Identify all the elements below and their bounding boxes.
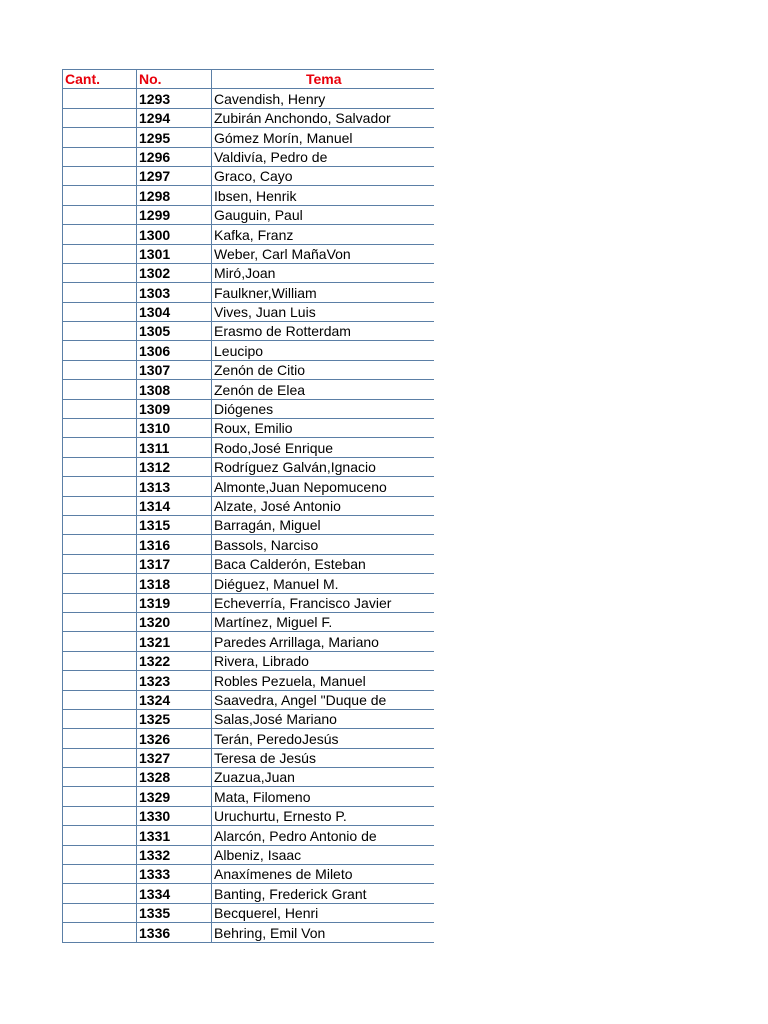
cell-tema[interactable]: Gauguin, Paul [212, 205, 434, 224]
cell-cant[interactable] [63, 709, 137, 728]
cell-no[interactable]: 1312 [137, 457, 212, 476]
cell-tema[interactable]: Bassols, Narciso [212, 535, 434, 554]
cell-cant[interactable] [63, 419, 137, 438]
cell-no[interactable]: 1310 [137, 419, 212, 438]
table-row [63, 845, 434, 864]
cell-tema[interactable]: Weber, Carl MañaVon [212, 244, 434, 263]
cell-tema[interactable]: Rodríguez Galván,Ignacio [212, 457, 434, 476]
cell-cant[interactable] [63, 884, 137, 903]
cell-cant[interactable] [63, 554, 137, 573]
cell-cant[interactable] [63, 496, 137, 515]
cell-tema[interactable]: Gómez Morín, Manuel [212, 128, 434, 147]
cell-no[interactable]: 1328 [137, 768, 212, 787]
cell-no[interactable]: 1309 [137, 399, 212, 418]
cell-no[interactable]: 1329 [137, 787, 212, 806]
cell-cant[interactable] [63, 360, 137, 379]
cell-cant[interactable] [63, 380, 137, 399]
cell-no[interactable]: 1322 [137, 651, 212, 670]
spreadsheet [62, 69, 434, 943]
cell-cant[interactable] [63, 515, 137, 534]
cell-tema[interactable]: Anaxímenes de Mileto [212, 865, 434, 884]
cell-tema[interactable]: Terán, PeredoJesús [212, 729, 434, 748]
table-row [63, 690, 434, 709]
cell-cant[interactable] [63, 205, 137, 224]
table-row [63, 574, 434, 593]
cell-no[interactable]: 1324 [137, 690, 212, 709]
cell-cant[interactable] [63, 632, 137, 651]
table-row [63, 671, 434, 690]
cell-tema[interactable]: Almonte,Juan Nepomuceno [212, 477, 434, 496]
cell-cant[interactable] [63, 108, 137, 127]
cell-tema[interactable]: Rodo,José Enrique [212, 438, 434, 457]
header-no: No. [137, 70, 212, 89]
cell-no[interactable]: 1317 [137, 554, 212, 573]
table-row [63, 806, 434, 825]
table-row [63, 612, 434, 631]
cell-tema[interactable]: Zenón de Elea [212, 380, 434, 399]
cell-tema[interactable]: Miró,Joan [212, 263, 434, 282]
cell-tema[interactable]: Teresa de Jesús [212, 748, 434, 767]
cell-cant[interactable] [63, 186, 137, 205]
cell-no[interactable]: 1299 [137, 205, 212, 224]
cell-tema[interactable]: Erasmo de Rotterdam [212, 322, 434, 341]
cell-tema[interactable]: Robles Pezuela, Manuel [212, 671, 434, 690]
header-row [63, 70, 434, 89]
cell-no[interactable]: 1331 [137, 826, 212, 845]
cell-no[interactable]: 1323 [137, 671, 212, 690]
header-cant: Cant. [63, 70, 137, 89]
table-row [63, 748, 434, 767]
cell-tema[interactable]: Albeniz, Isaac [212, 845, 434, 864]
cell-no[interactable]: 1326 [137, 729, 212, 748]
cell-tema[interactable]: Mata, Filomeno [212, 787, 434, 806]
cell-no[interactable]: 1313 [137, 477, 212, 496]
cell-tema[interactable]: Alzate, José Antonio [212, 496, 434, 515]
cell-cant[interactable] [63, 671, 137, 690]
table-row [63, 787, 434, 806]
table-row [63, 826, 434, 845]
cell-tema[interactable]: Behring, Emil Von [212, 923, 434, 942]
cell-cant[interactable] [63, 923, 137, 942]
cell-no[interactable]: 1318 [137, 574, 212, 593]
cell-cant[interactable] [63, 166, 137, 185]
table-row [63, 205, 434, 224]
table-row [63, 225, 434, 244]
cell-tema[interactable]: Zubirán Anchondo, Salvador [212, 108, 434, 127]
cell-cant[interactable] [63, 147, 137, 166]
cell-tema[interactable]: Martínez, Miguel F. [212, 612, 434, 631]
cell-cant[interactable] [63, 89, 137, 108]
cell-cant[interactable] [63, 865, 137, 884]
cell-tema[interactable]: Ibsen, Henrik [212, 186, 434, 205]
cell-no[interactable]: 1311 [137, 438, 212, 457]
table-row [63, 128, 434, 147]
table-row [63, 709, 434, 728]
cell-cant[interactable] [63, 903, 137, 922]
cell-tema[interactable]: Roux, Emilio [212, 419, 434, 438]
cell-tema[interactable]: Graco, Cayo [212, 166, 434, 185]
cell-tema[interactable]: Becquerel, Henri [212, 903, 434, 922]
cell-no[interactable]: 1301 [137, 244, 212, 263]
topics-table [62, 69, 434, 943]
cell-no[interactable]: 1307 [137, 360, 212, 379]
cell-tema[interactable]: Alarcón, Pedro Antonio de [212, 826, 434, 845]
cell-cant[interactable] [63, 729, 137, 748]
cell-cant[interactable] [63, 225, 137, 244]
table-row [63, 186, 434, 205]
cell-no[interactable]: 1327 [137, 748, 212, 767]
cell-no[interactable]: 1300 [137, 225, 212, 244]
table-row [63, 554, 434, 573]
cell-no[interactable]: 1305 [137, 322, 212, 341]
cell-cant[interactable] [63, 302, 137, 321]
cell-no[interactable]: 1333 [137, 865, 212, 884]
cell-tema[interactable]: Leucipo [212, 341, 434, 360]
table-row [63, 593, 434, 612]
cell-cant[interactable] [63, 263, 137, 282]
cell-no[interactable]: 1325 [137, 709, 212, 728]
table-row [63, 283, 434, 302]
table-row [63, 865, 434, 884]
cell-no[interactable]: 1296 [137, 147, 212, 166]
cell-no[interactable]: 1330 [137, 806, 212, 825]
cell-no[interactable]: 1320 [137, 612, 212, 631]
cell-cant[interactable] [63, 477, 137, 496]
cell-no[interactable]: 1297 [137, 166, 212, 185]
table-row [63, 515, 434, 534]
cell-cant[interactable] [63, 535, 137, 554]
cell-no[interactable]: 1298 [137, 186, 212, 205]
cell-cant[interactable] [63, 128, 137, 147]
cell-cant[interactable] [63, 283, 137, 302]
cell-tema[interactable]: Banting, Frederick Grant [212, 884, 434, 903]
cell-cant[interactable] [63, 806, 137, 825]
table-row [63, 535, 434, 554]
cell-no[interactable]: 1334 [137, 884, 212, 903]
cell-cant[interactable] [63, 787, 137, 806]
table-row [63, 768, 434, 787]
cell-no[interactable]: 1304 [137, 302, 212, 321]
cell-tema[interactable]: Valdivía, Pedro de [212, 147, 434, 166]
cell-no[interactable]: 1336 [137, 923, 212, 942]
cell-tema[interactable]: Zenón de Citio [212, 360, 434, 379]
table-row [63, 632, 434, 651]
table-row [63, 903, 434, 922]
cell-no[interactable]: 1308 [137, 380, 212, 399]
table-row [63, 244, 434, 263]
table-row [63, 438, 434, 457]
cell-cant[interactable] [63, 438, 137, 457]
table-row [63, 380, 434, 399]
cell-tema[interactable]: Diéguez, Manuel M. [212, 574, 434, 593]
cell-tema[interactable]: Baca Calderón, Esteban [212, 554, 434, 573]
header-tema: Tema [212, 70, 434, 89]
cell-cant[interactable] [63, 845, 137, 864]
table-row [63, 322, 434, 341]
cell-cant[interactable] [63, 690, 137, 709]
cell-no[interactable]: 1303 [137, 283, 212, 302]
table-row [63, 884, 434, 903]
cell-no[interactable]: 1314 [137, 496, 212, 515]
table-row [63, 457, 434, 476]
table-row [63, 360, 434, 379]
cell-no[interactable]: 1295 [137, 128, 212, 147]
cell-tema[interactable]: Saavedra, Angel "Duque de [212, 690, 434, 709]
cell-no[interactable]: 1302 [137, 263, 212, 282]
table-row [63, 923, 434, 942]
cell-tema[interactable]: Vives, Juan Luis [212, 302, 434, 321]
cell-no[interactable]: 1321 [137, 632, 212, 651]
cell-cant[interactable] [63, 341, 137, 360]
cell-cant[interactable] [63, 574, 137, 593]
table-row [63, 89, 434, 108]
cell-no[interactable]: 1332 [137, 845, 212, 864]
cell-tema[interactable]: Salas,José Mariano [212, 709, 434, 728]
cell-no[interactable]: 1294 [137, 108, 212, 127]
cell-tema[interactable]: Zuazua,Juan [212, 768, 434, 787]
cell-cant[interactable] [63, 651, 137, 670]
cell-tema[interactable]: Kafka, Franz [212, 225, 434, 244]
cell-tema[interactable]: Faulkner,William [212, 283, 434, 302]
cell-tema[interactable]: Uruchurtu, Ernesto P. [212, 806, 434, 825]
cell-cant[interactable] [63, 244, 137, 263]
table-row [63, 166, 434, 185]
table-row [63, 729, 434, 748]
cell-tema[interactable]: Diógenes [212, 399, 434, 418]
cell-cant[interactable] [63, 399, 137, 418]
cell-no[interactable]: 1335 [137, 903, 212, 922]
table-row [63, 419, 434, 438]
cell-cant[interactable] [63, 748, 137, 767]
cell-no[interactable]: 1306 [137, 341, 212, 360]
cell-cant[interactable] [63, 593, 137, 612]
table-row [63, 108, 434, 127]
cell-tema[interactable]: Paredes Arrillaga, Mariano [212, 632, 434, 651]
cell-cant[interactable] [63, 826, 137, 845]
cell-cant[interactable] [63, 612, 137, 631]
cell-no[interactable]: 1316 [137, 535, 212, 554]
table-row [63, 399, 434, 418]
cell-cant[interactable] [63, 457, 137, 476]
table-row [63, 496, 434, 515]
table-row [63, 302, 434, 321]
cell-no[interactable]: 1319 [137, 593, 212, 612]
cell-tema[interactable]: Barragán, Miguel [212, 515, 434, 534]
cell-tema[interactable]: Rivera, Librado [212, 651, 434, 670]
table-row [63, 477, 434, 496]
table-row [63, 263, 434, 282]
cell-tema[interactable]: Cavendish, Henry [212, 89, 434, 108]
cell-cant[interactable] [63, 322, 137, 341]
table-row [63, 147, 434, 166]
cell-cant[interactable] [63, 768, 137, 787]
table-row [63, 651, 434, 670]
cell-tema[interactable]: Echeverría, Francisco Javier [212, 593, 434, 612]
table-row [63, 341, 434, 360]
cell-no[interactable]: 1293 [137, 89, 212, 108]
cell-no[interactable]: 1315 [137, 515, 212, 534]
